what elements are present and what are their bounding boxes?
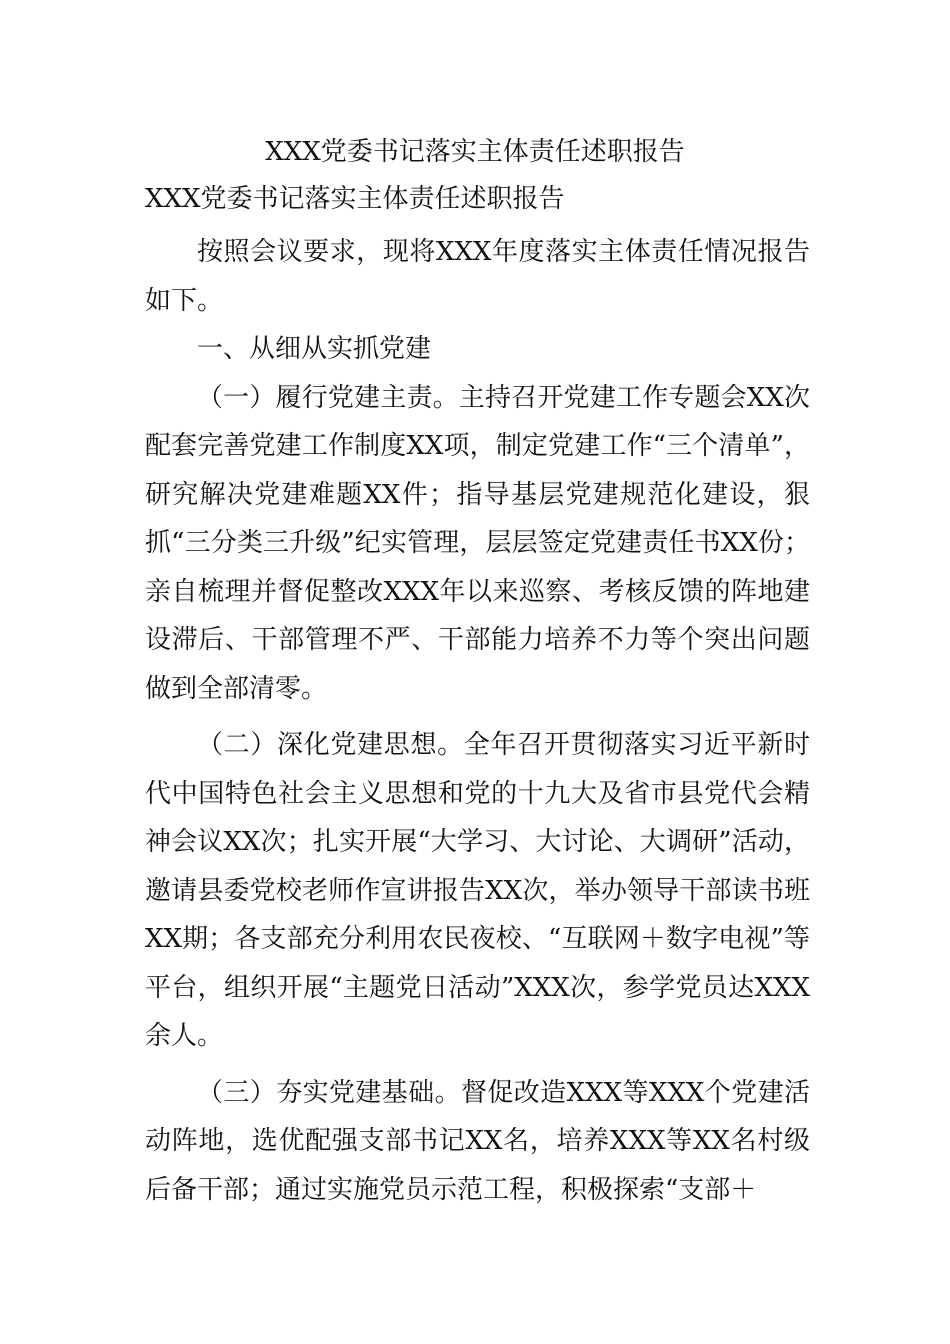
paragraph-intro: 按照会议要求，现将XXX年度落实主体责任情况报告如下。 (145, 237, 810, 316)
document-body (145, 228, 810, 1214)
paragraph-3: （三）夯实党建基础。督促改造XXX等XXX个党建活动阵地，选优配强支部书记XX名，培养XXX等XX名村级后备干部；通过实施党员示范工程，积极探索“支部＋ (145, 1077, 810, 1205)
paragraph-1: （一）履行党建主责。主持召开党建工作专题会XX次配套完善党建工作制度XX项，制定党建工作“三个清单”，研究解决党建难题XX件；指导基层党建规范化建设，狠抓“三分类三升级”纪实管理，层层签定党建责任书XX份；亲自梳理并督促整改XXX年以来巡察、考核反馈的阵地建设滞后、干部管理不严、干部能力培养不力等个突出问题做到全部清零。 (145, 382, 810, 704)
document-subtitle: XXX党委书记落实主体责任述职报告 (145, 184, 565, 214)
section-heading-1: 一、从细从实抓党建 (197, 334, 432, 364)
document-title: XXX党委书记落实主体责任述职报告 (265, 137, 685, 167)
paragraph-2: （二）深化党建思想。全年召开贯彻落实习近平新时代中国特色社会主义思想和党的十九大及省市县党代会精神会议XX次；扎实开展“大学习、大讨论、大调研”活动，邀请县委党校老师作宣讲报告XX次，举办领导干部读书班XX期；各支部充分利用农民夜校、“互联网＋数字电视”等平台，组织开展“主题党日活动”XXX次，参学党员达XXX余人。 (145, 730, 810, 1051)
